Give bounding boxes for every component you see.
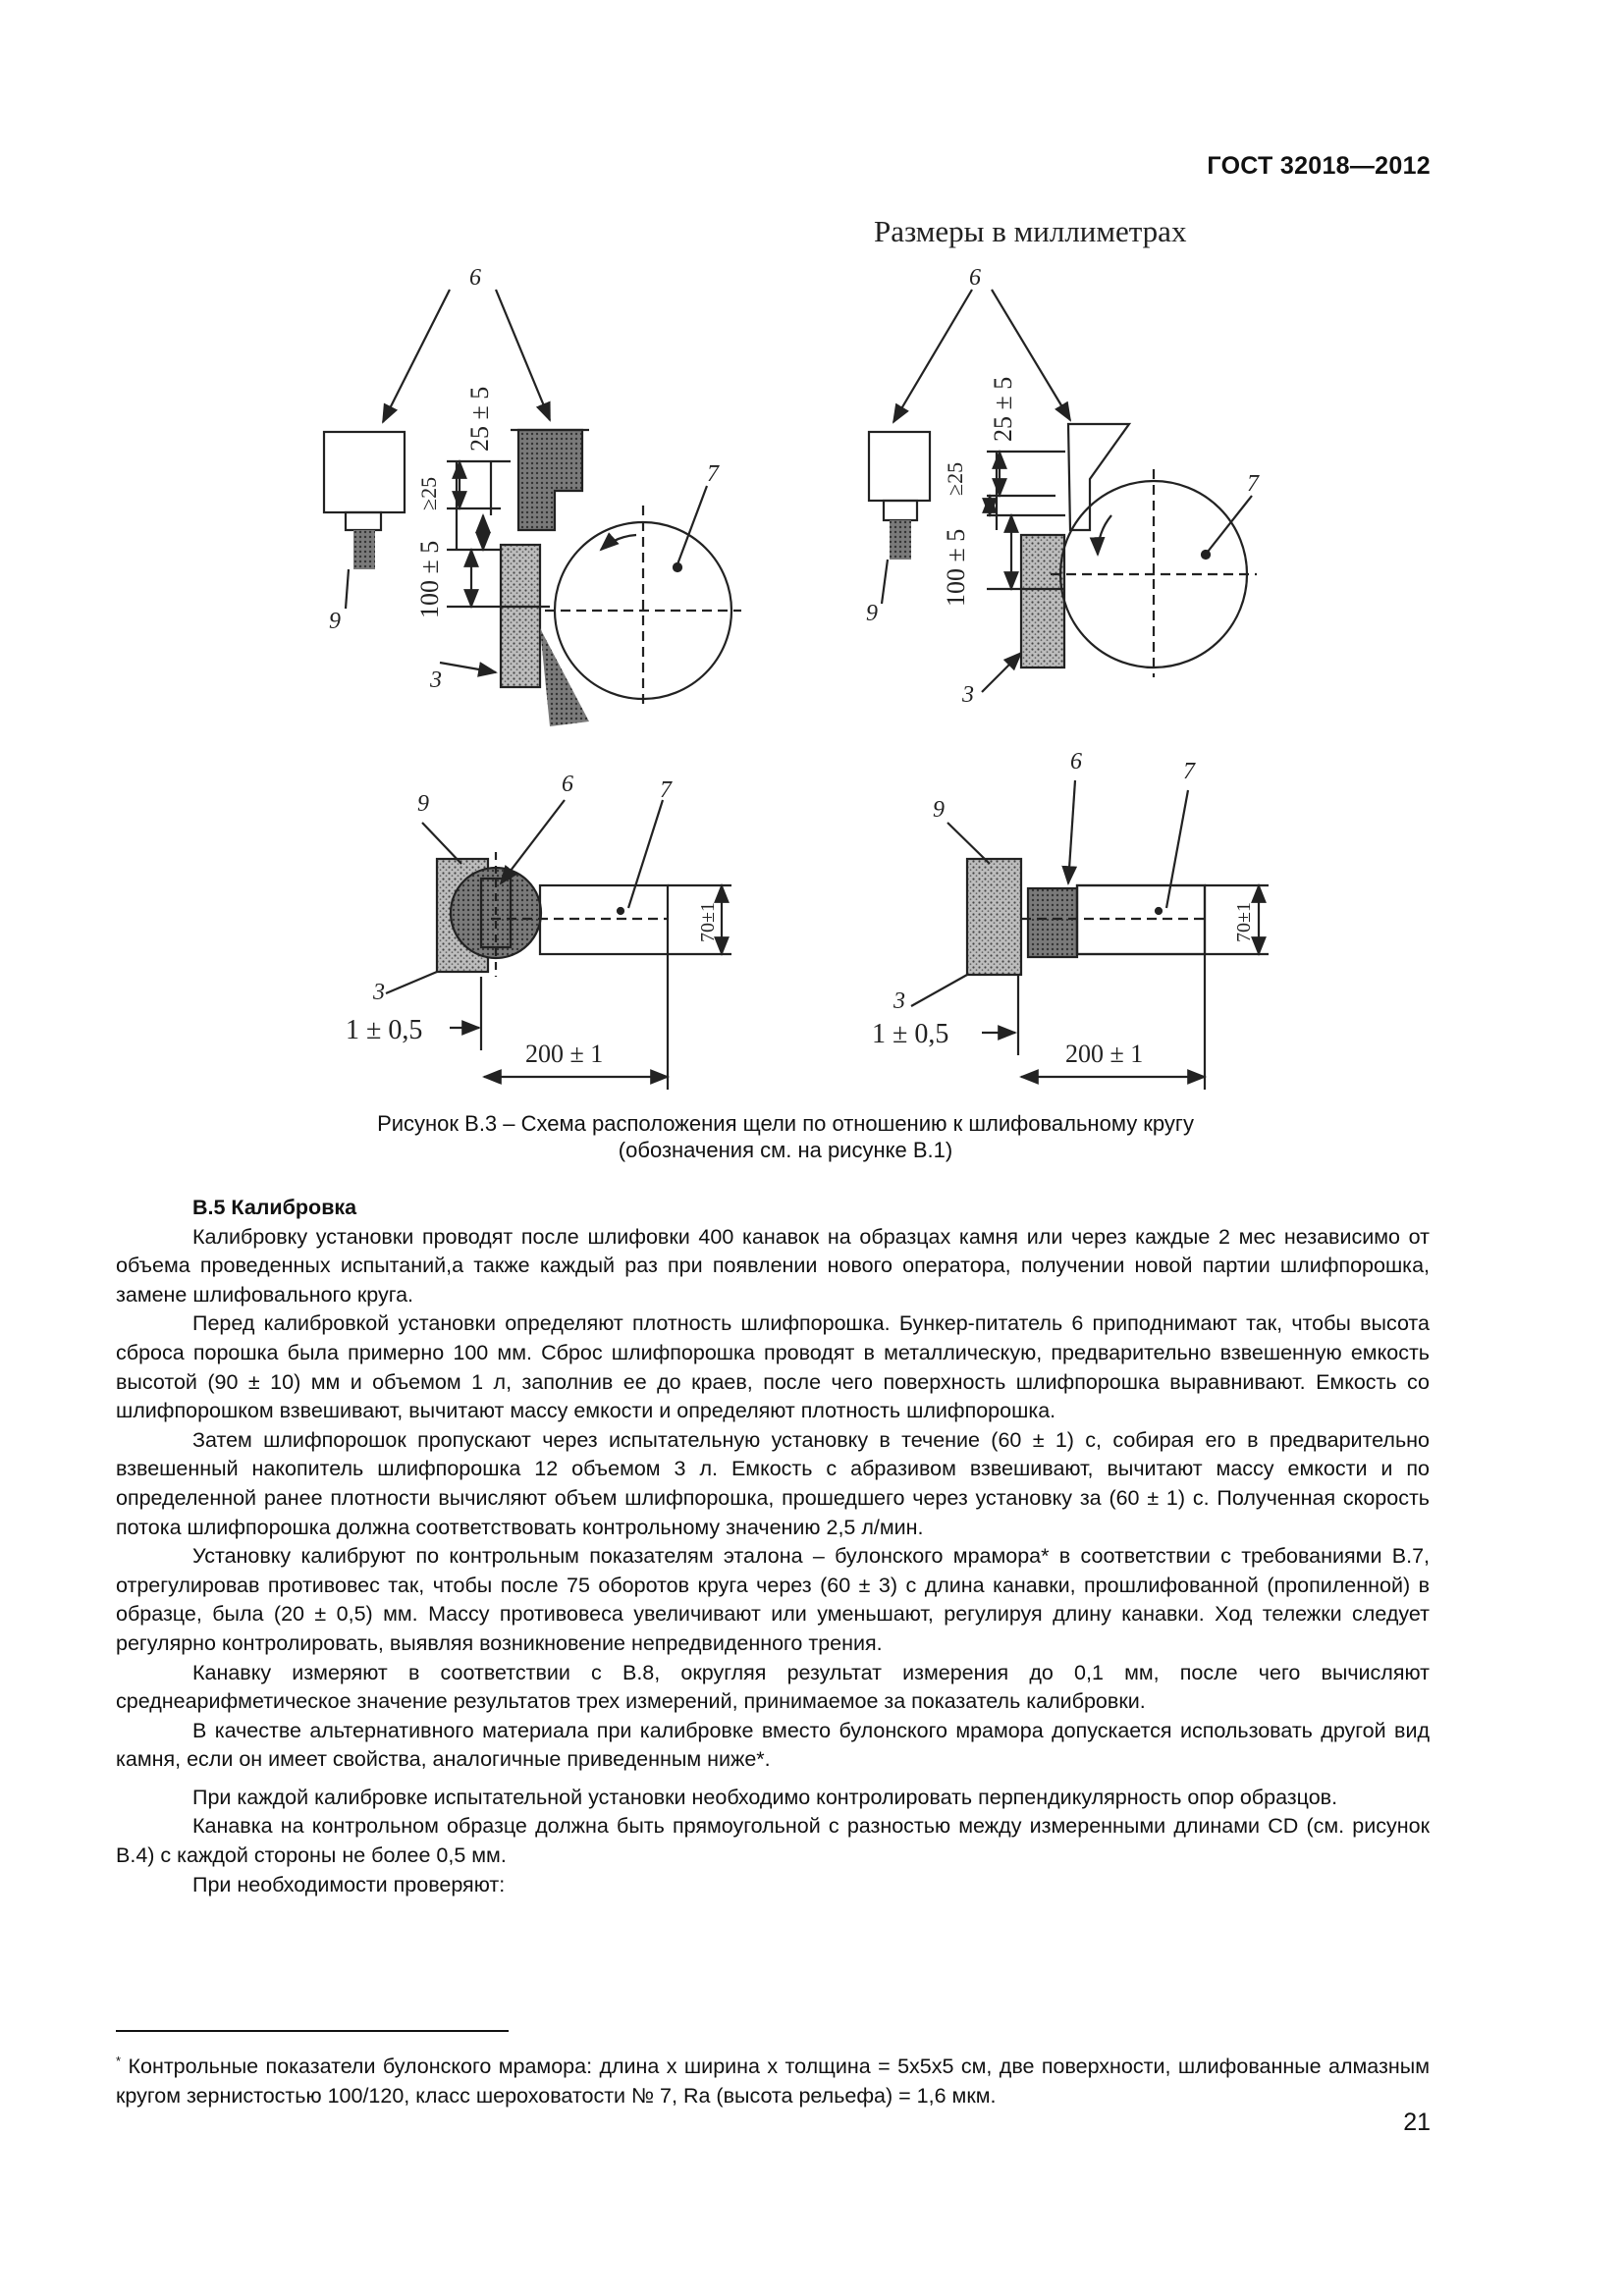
- label-9-bl: 9: [417, 791, 429, 817]
- specimen-3-br: [967, 859, 1021, 975]
- nozzle-9-right: [884, 501, 917, 520]
- diagram-top-left: [324, 290, 741, 726]
- label-7-bl: 7: [660, 777, 672, 803]
- dim-200-br: 200 ± 1: [1065, 1040, 1144, 1068]
- label-9-br: 9: [933, 797, 945, 823]
- label-3-br: 3: [893, 988, 905, 1014]
- page-number: 21: [1403, 2109, 1431, 2136]
- paragraph-2: Перед калибровкой установки определяют плотность шлифпорошка. Бункер-питатель 6 приподнимают так, чтобы высота сброса порошка была примерно 100 мм. Сброс шлифпорошка проводят в металлическую, предварительно взвешенную емкость высотой (90 ± 10) мм и объемом 1 л, заполнив ее до краев, после чего поверхность шлифпорошка выравнивают. Емкость со шлифпорошком взвешивают, вычитают массу емкости и определяют плотность шлифпорошка.: [116, 1311, 1430, 1423]
- specimen-3-left: [501, 545, 540, 687]
- hopper-6-right: [1068, 424, 1129, 530]
- paragraph-3: Затем шлифпорошок пропускают через испытательную установку в течение (60 ± 1) с, собирая его в предварительно взвешенный накопитель шлифпорошка 12 объемом 3 л. Емкость с абразивом взвешивают, вычитают массу емкости и по определенной ранее плотности вычисляют объем шлифпорошка, прошедшего через установку за (60 ± 1) с. Полученная скорость потока шлифпорошка должна соответствовать контрольному значению 2,5 л/мин.: [116, 1427, 1430, 1539]
- specimen-3-right: [1021, 535, 1064, 667]
- diagram-top-right: [869, 290, 1257, 692]
- paragraph-7: При каждой калибровке испытательной установки необходимо контролировать перпендикулярность опор образцов.: [192, 1785, 1338, 1809]
- figure-caption: Рисунок В.3 – Схема расположения щели по отношению к шлифовальному кругу: [377, 1111, 1194, 1136]
- section-body: [116, 1194, 1430, 1899]
- label-3-bl: 3: [373, 980, 385, 1005]
- hopper-box-left: [324, 432, 405, 512]
- hopper-6-left: [518, 430, 582, 530]
- label-3-tr: 3: [962, 682, 974, 708]
- label-7-tr: 7: [1247, 471, 1259, 497]
- paragraph-9: При необходимости проверяют:: [192, 1872, 506, 1896]
- paragraph-1: Калибровку установки проводят после шлифовки 400 канавок на образцах камня или через каждые 2 мес независимо от объема проведенных испытаний,а также каждый раз при появлении нового оператора, получении новой партии шлифпорошка, замене шлифовального круга.: [116, 1224, 1430, 1307]
- dim-1-bl: 1 ± 0,5: [346, 1015, 423, 1045]
- dim-200-bl: 200 ± 1: [525, 1040, 604, 1068]
- paragraph-5: Канавку измеряют в соответствии с В.8, округляя результат измерения до 0,1 мм, после чего вычисляют среднеарифметическое значение результатов трех измерений, принимаемое за показатель калибровки.: [116, 1660, 1430, 1714]
- dim-25-tr: 25 ± 5: [989, 376, 1017, 442]
- document-header: ГОСТ 32018—2012: [1207, 152, 1431, 180]
- dim-70-bl: 70±1: [697, 902, 719, 942]
- footnote-text: Контрольные показатели булонского мрамора: длина х ширина х толщина = 5х5х5 см, две поверхности, шлифованные алмазным кругом зернистостью 100/120, класс шероховатости № 7, Ra (высота рельефа) = 1,6 мкм.: [116, 2055, 1430, 2109]
- section-title: В.5 Калибровка: [192, 1196, 357, 1219]
- label-6-tl: 6: [469, 265, 481, 291]
- label-6-br: 6: [1070, 749, 1082, 774]
- label-9-tr: 9: [866, 601, 878, 626]
- dim-70-br: 70±1: [1233, 902, 1255, 942]
- label-6-bl: 6: [562, 772, 573, 797]
- hopper-6-br: [1028, 888, 1077, 957]
- dim-100-tl: 100 ± 5: [415, 540, 444, 618]
- label-3-tl: 3: [430, 667, 442, 693]
- dim-ge25-tl: ≥25: [416, 476, 441, 510]
- footnote-separator: [116, 2030, 509, 2032]
- dimensions-note: Размеры в миллиметрах: [874, 214, 1187, 248]
- dim-ge25-tr: ≥25: [943, 461, 967, 496]
- paragraph-6: В качестве альтернативного материала при калибровке вместо булонского мрамора допускается использовать другой вид камня, если он имеет свойства, аналогичные приведенным ниже*.: [116, 1718, 1430, 1772]
- label-9-tl: 9: [329, 609, 341, 634]
- dim-1-br: 1 ± 0,5: [872, 1019, 949, 1049]
- dim-25-tl: 25 ± 5: [465, 386, 494, 452]
- nozzle-9-left: [346, 512, 381, 530]
- hopper-box-right: [869, 432, 930, 501]
- label-7-br: 7: [1183, 759, 1195, 784]
- figure-b3: [0, 0, 1623, 1109]
- paragraph-8: Канавка на контрольном образце должна быть прямоугольной с разностью между измеренными длинами CD (см. рисунок В.4) с каждой стороны не более 0,5 мм.: [116, 1814, 1430, 1868]
- figure-caption-note: (обозначения см. на рисунке В.1): [618, 1138, 953, 1162]
- footnote-mark: *: [116, 2054, 122, 2068]
- paragraph-4: Установку калибруют по контрольным показателям эталона – булонского мрамора* в соответствии с требованиями В.7, отрегулировав противовес так, чтобы после 75 оборотов круга через (60 ± 3) с длина канавки, прошлифованной (пропиленной) в образце, была (20 ± 0,5) мм. Массу противовеса увеличивают или уменьшают, регулируя длину канавки. Ход тележки следует регулярно контролировать, выявляя возникновение непредвиденного трения.: [116, 1544, 1430, 1655]
- label-6-tr: 6: [969, 265, 981, 291]
- footnote: [116, 2047, 1430, 2110]
- label-7-tl: 7: [707, 461, 719, 487]
- dim-100-tr: 100 ± 5: [942, 528, 970, 607]
